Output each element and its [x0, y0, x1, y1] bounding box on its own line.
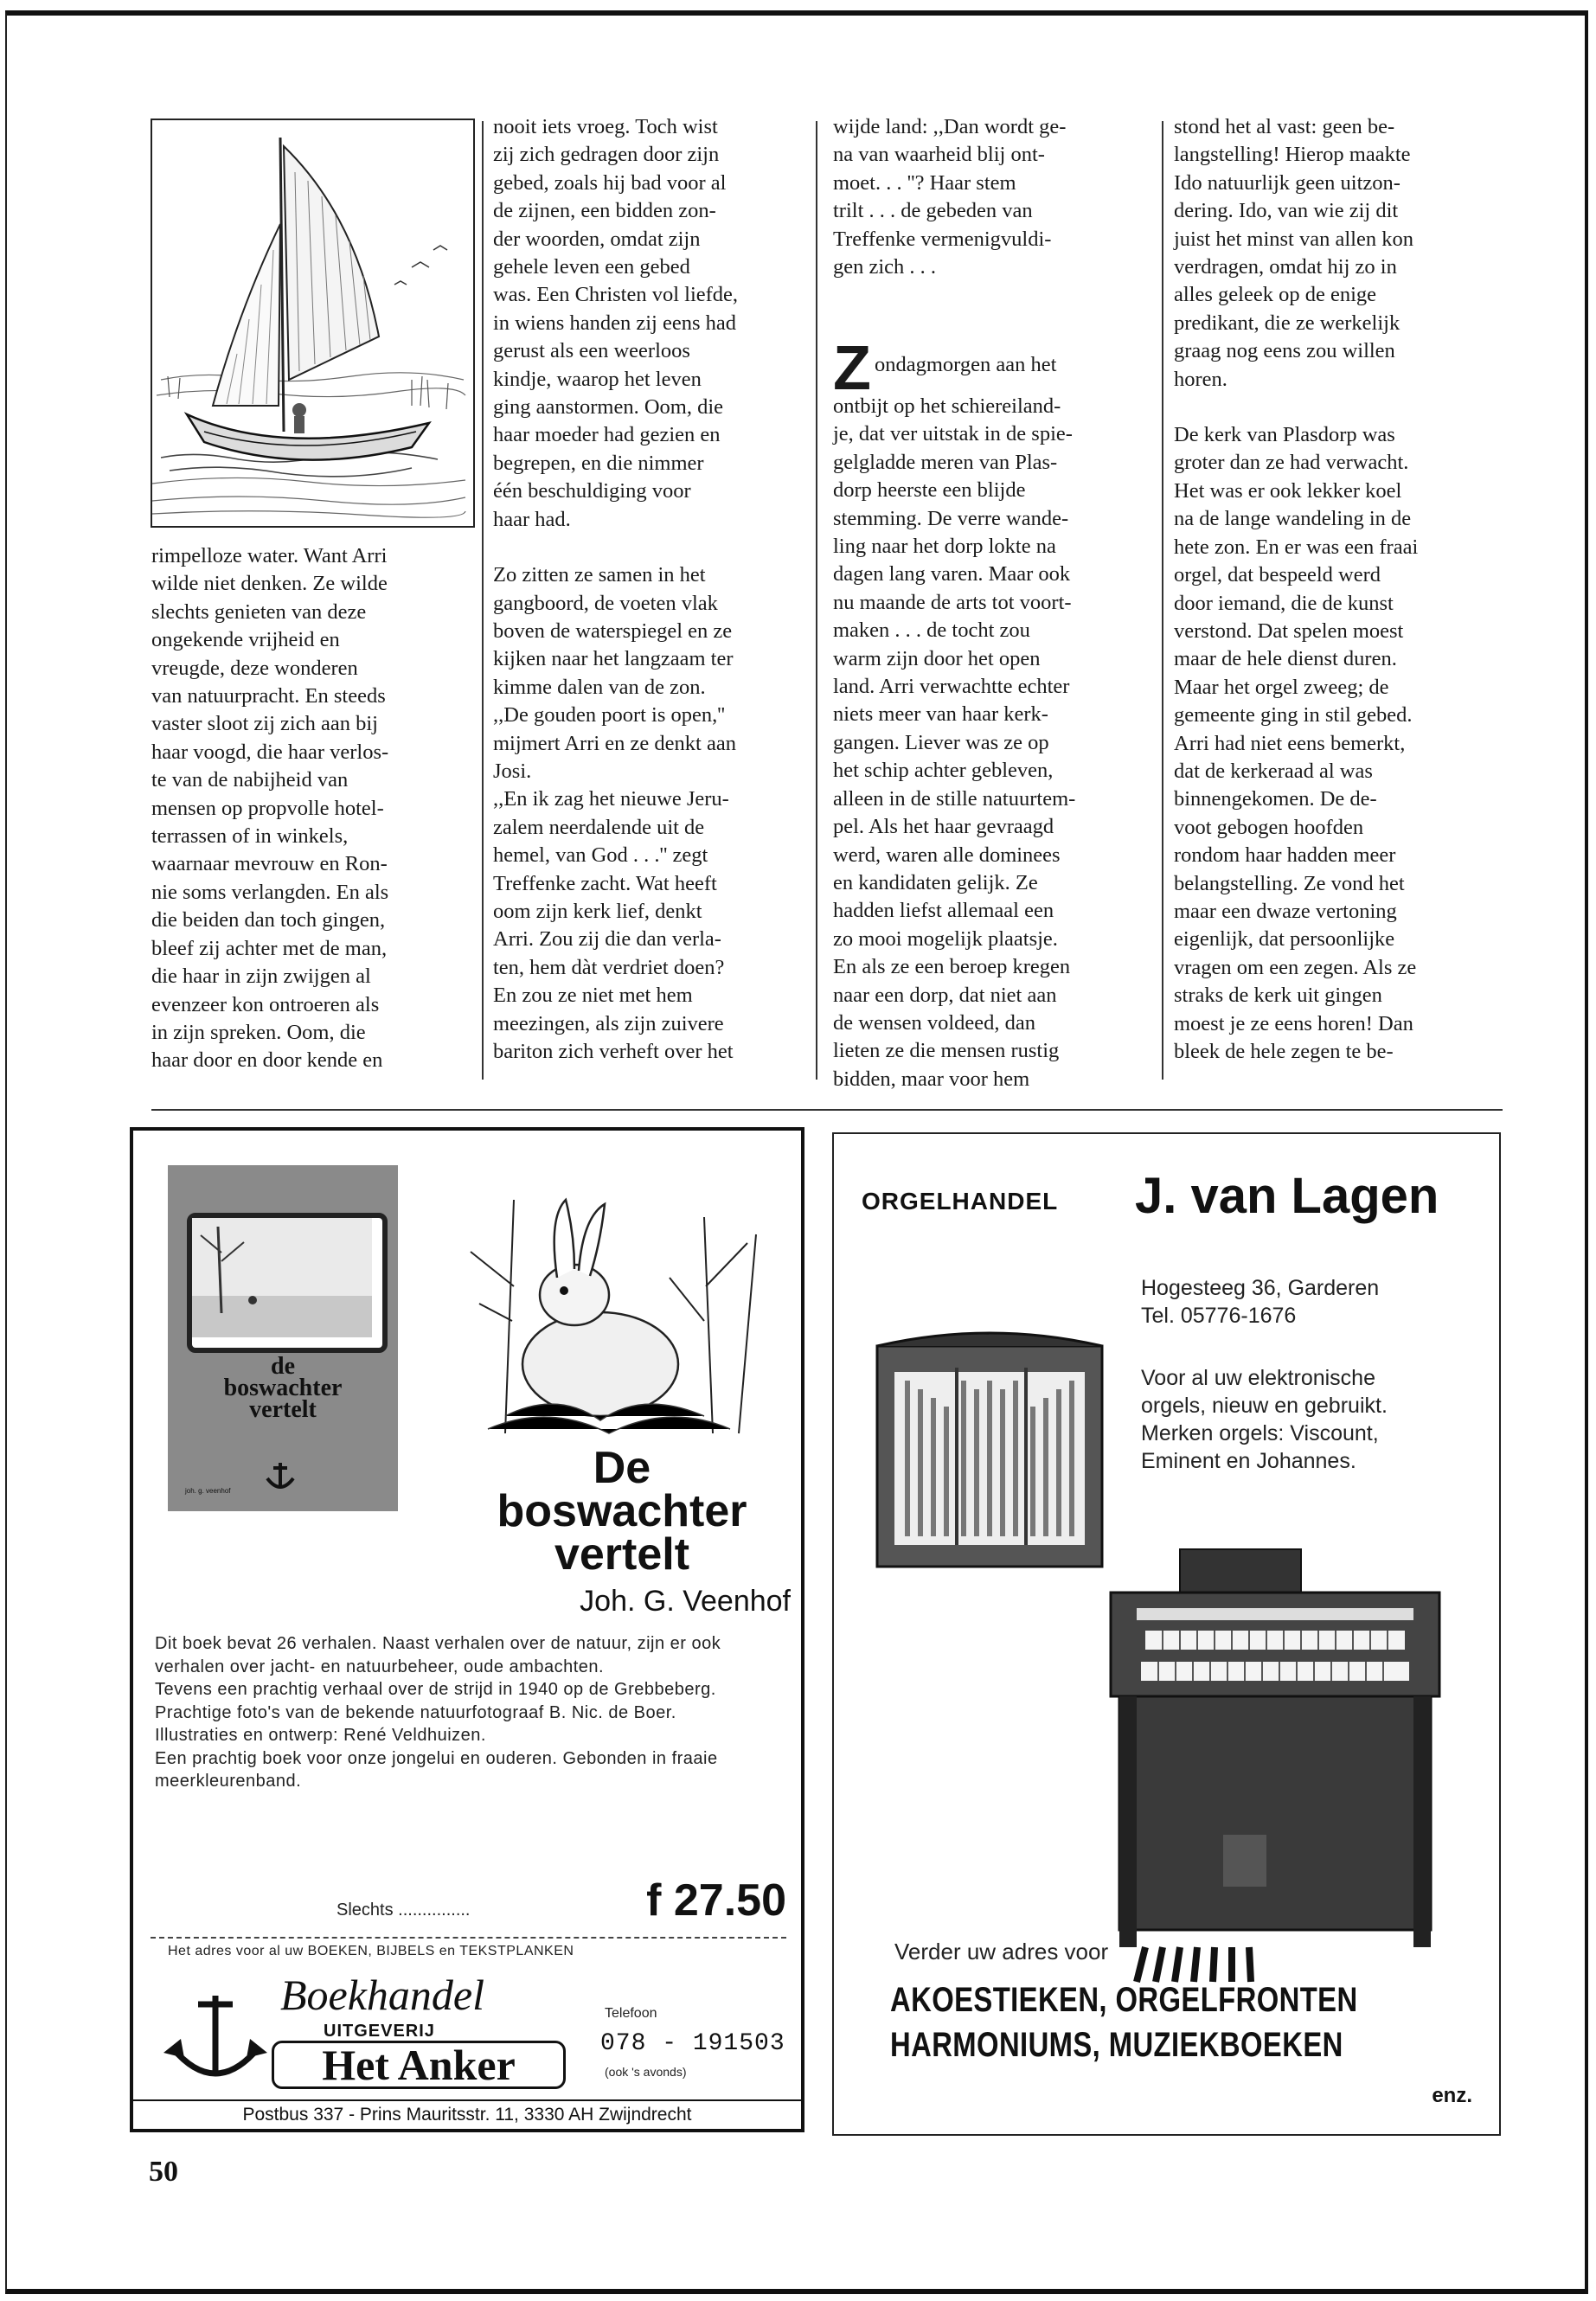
article-line: Treffenke zacht. Wat heeft	[493, 871, 717, 895]
publisher-label: UITGEVERIJ	[324, 2022, 435, 2041]
article-line: binnengekomen. De de-	[1174, 787, 1377, 811]
article-line: kindje, waarop het leven	[493, 367, 702, 391]
article-line: de wensen voldeed, dan	[833, 1010, 1036, 1035]
organ-headline	[890, 1977, 1358, 2067]
article-line: nooit iets vroeg. Toch wist	[493, 115, 718, 138]
article-column-4	[1174, 113, 1503, 1066]
article-line: juist het minst van allen kon	[1174, 227, 1413, 251]
article-line: Arri. Zou zij die dan verla-	[493, 927, 721, 952]
article-line: kijken naar het langzaam ter	[493, 647, 734, 671]
orgelhandel-label: ORGELHANDEL	[862, 1188, 1059, 1215]
organ-description	[1141, 1364, 1388, 1475]
article-line: je, dat ver uitstak in de spie-	[833, 422, 1073, 446]
article-line: slechts genieten van deze	[151, 599, 367, 624]
article-line	[1174, 394, 1503, 421]
article-line: horen.	[1174, 367, 1227, 391]
book-author: Joh. G. Veenhof	[580, 1585, 791, 1618]
article-line: werd, waren alle dominees	[833, 843, 1061, 867]
article-column-2	[493, 113, 813, 1066]
article-line: gehele leven een gebed	[493, 255, 690, 279]
cover-title-line-2: boswachter	[223, 1375, 343, 1401]
article-line: gerust als een weerloos	[493, 339, 690, 363]
article-line: na de lange wandeling in de	[1174, 507, 1412, 531]
cover-photo-frame	[187, 1213, 388, 1353]
drop-cap: Z	[833, 334, 871, 403]
article-line	[493, 534, 813, 561]
shop-script-name: Boekhandel	[280, 1971, 485, 2019]
article-line: boven de waterspiegel en ze	[493, 619, 733, 643]
article-line: alleen in de stille natuurtem-	[833, 786, 1076, 811]
article-line: het schip achter gebleven,	[833, 759, 1054, 783]
article-column-1	[151, 542, 471, 1075]
article-line: moet. . . ''? Haar stem	[833, 170, 1016, 195]
article-line: ongekende vrijheid en	[151, 628, 340, 652]
article-line: niets meer van haar kerk-	[833, 702, 1048, 727]
article-line: gelgladde meren van Plas-	[833, 450, 1058, 474]
phone-note: (ook 's avonds)	[605, 2065, 687, 2079]
article-line: verstond. Dat spelen moest	[1174, 619, 1404, 643]
article-line: bidden, maar voor hem	[833, 1067, 1030, 1091]
article-line: ling naar het dorp lokte na	[833, 535, 1056, 559]
article-line: gangen. Liever was ze op	[833, 730, 1049, 754]
more-label: Verder uw adres voor	[894, 1939, 1109, 1965]
article-line: vragen om een zegen. Als ze	[1174, 955, 1417, 979]
article-line: één beschuldiging voor	[493, 479, 691, 503]
cover-title	[168, 1353, 398, 1423]
article-line: trilt . . . de gebeden van	[833, 199, 1033, 223]
book-price-label: Slechts ...............	[337, 1900, 471, 1920]
article-line: maken . . . de tocht zou	[833, 619, 1030, 643]
phone-label: Telefoon	[605, 2006, 657, 2021]
article-line: orgel, dat bespeeld werd	[1174, 563, 1381, 587]
article-column-3b	[833, 334, 1157, 1093]
article-line: pel. Als het haar gevraagd	[833, 815, 1054, 839]
book-title-line-1: De	[593, 1443, 651, 1493]
page-number: 50	[149, 2156, 178, 2188]
article-line: Josi.	[493, 759, 532, 783]
article-line: haar door en door kende en	[151, 1048, 383, 1073]
organ-description-line: Voor al uw elektronische	[1141, 1366, 1375, 1390]
cover-title-line-1: de	[271, 1353, 295, 1380]
organ-description-line: Eminent en Johannes.	[1141, 1449, 1356, 1473]
anchor-logo-icon	[155, 1987, 276, 2091]
organ-address	[1141, 1274, 1379, 1330]
article-line: haar voogd, die haar verlos-	[151, 740, 389, 764]
article-line: warm zijn door het open	[833, 646, 1041, 670]
organ-headline-line-1: AKOESTIEKEN, ORGELFRONTEN	[890, 1981, 1358, 2019]
article-line: begrepen, en die nimmer	[493, 451, 704, 475]
article-line: langstelling! Hierop maakte	[1174, 143, 1411, 167]
article-line: naar een dorp, dat niet aan	[833, 983, 1057, 1007]
article-line: En zou ze niet met hem	[493, 984, 693, 1008]
article-line: stemming. De verre wande-	[833, 506, 1069, 530]
article-line: vaster sloot zij zich aan bij	[151, 712, 378, 736]
article-line: alles geleek op de enige	[1174, 283, 1377, 307]
column-rule-2	[816, 121, 817, 1080]
shop-name-box	[272, 2041, 566, 2089]
article-line: waarnaar mevrouw en Ron-	[151, 852, 388, 876]
article-line: moest je ze eens horen! Dan	[1174, 1011, 1413, 1035]
article-line: hadden liefst allemaal een	[833, 899, 1054, 923]
article-line: land. Arri verwachtte echter	[833, 675, 1070, 699]
article-line: gebed, zoals hij bad voor al	[493, 170, 727, 195]
article-line: gangboord, de voeten vlak	[493, 591, 718, 615]
article-line: wijde land: ,,Dan wordt ge-	[833, 115, 1067, 138]
book-title	[453, 1443, 791, 1580]
article-line: in zijn spreken. Oom, die	[151, 1020, 366, 1044]
article-line: dering. Ido, van wie zij dit	[1174, 199, 1399, 223]
article-line: bleef zij achter met de man,	[151, 936, 388, 960]
column-rule-1	[482, 121, 484, 1080]
article-line: zalem neerdalende uit de	[493, 815, 705, 839]
article-line: kimme dalen van de zon.	[493, 675, 706, 699]
article-line: door iemand, die de kunst	[1174, 591, 1394, 615]
cover-landscape-drawing	[192, 1218, 372, 1337]
article-line: voot gebogen hoofden	[1174, 815, 1364, 839]
article-column-3b-lines	[833, 393, 1157, 1093]
article-line: die haar in zijn zwijgen al	[151, 965, 371, 989]
article-line: dagen lang varen. Maar ook	[833, 562, 1071, 586]
article-line: was. Een Christen vol liefde,	[493, 283, 739, 307]
article-column-3a	[833, 113, 1153, 281]
organ-phone: Tel. 05776-1676	[1141, 1304, 1297, 1328]
anchor-icon	[259, 1459, 302, 1494]
article-line: maar de hele dienst duren.	[1174, 647, 1397, 671]
article-line: mensen op propvolle hotel-	[151, 796, 384, 820]
organ-address-line-1: Hogesteeg 36, Garderen	[1141, 1276, 1380, 1300]
article-line: gemeente ging in stil gebed.	[1174, 703, 1413, 727]
article-line: de zijnen, een bidden zon-	[493, 199, 716, 223]
shop-address: Postbus 337 - Prins Mauritsstr. 11, 3330 AH Zwijndrecht	[133, 2099, 801, 2129]
organ-etc: enz.	[1432, 2084, 1472, 2107]
book-advertisement	[130, 1127, 804, 2132]
article-line: Arri had niet eens bemerkt,	[1174, 731, 1406, 755]
cover-title-line-3: vertelt	[249, 1396, 317, 1423]
book-description: Dit boek bevat 26 verhalen. Naast verhalen over de natuur, zijn er ook verhalen over jacht- en natuurbeheer, oude ambachten. Tevens een prachtig verhaal over de strijd in 1940 op de Grebbeberg. Prachtige foto's van de bekende natuurfotograaf B. Nic. de Boer. Illustraties en ontwerp: René Veldhuizen. Een prachtig boek voor onze jongelui en ouderen. Gebonden in fraaie meerkleurenband.	[155, 1634, 721, 1791]
organ-advertisement	[832, 1132, 1501, 2136]
article-line: oom zijn kerk lief, denkt	[493, 899, 702, 923]
organ-description-line: orgels, nieuw en gebruikt.	[1141, 1394, 1388, 1418]
cover-author-small: joh. g. veenhof	[185, 1487, 231, 1495]
article-line: na van waarheid blij ont-	[833, 143, 1045, 167]
article-line: rimpelloze water. Want Arri	[151, 544, 388, 567]
article-line: meezingen, als zijn zuivere	[493, 1011, 724, 1035]
article-line: ,,De gouden poort is open,''	[493, 703, 726, 727]
article-line: maar een dwaze vertoning	[1174, 899, 1397, 923]
article-line: nie soms verlangden. En als	[151, 880, 389, 904]
electronic-organ-image	[1093, 1541, 1457, 1990]
article-line: mijmert Arri en ze denkt aan	[493, 731, 736, 755]
article-line: Het was er ook lekker koel	[1174, 478, 1402, 503]
article-line: lieten ze die mensen rustig	[833, 1039, 1060, 1063]
article-line: in wiens handen zij eens had	[493, 311, 736, 335]
drop-cap-continuation: ondagmorgen aan het	[874, 353, 1057, 376]
article-line: terrassen of in winkels,	[151, 824, 349, 849]
book-cover-image	[168, 1165, 398, 1511]
organ-front-image	[869, 1320, 1111, 1571]
article-line: verdragen, omdat hij zo in	[1174, 255, 1397, 279]
article-line: zij zich gedragen door zijn	[493, 143, 720, 167]
horizontal-rule	[151, 1109, 1503, 1111]
article-line: dat de kerkeraad al was	[1174, 759, 1373, 783]
article-line: straks de kerk uit gingen	[1174, 984, 1382, 1008]
sailboat-illustration	[151, 119, 475, 528]
article-line: evenzeer kon ontroeren als	[151, 992, 380, 1016]
article-line: En als ze een beroep kregen	[833, 955, 1071, 979]
article-line: haar moeder had gezien en	[493, 423, 721, 447]
article-line: wilde niet denken. Ze wilde	[151, 572, 388, 596]
article-line: ontbijt op het schiereiland-	[833, 394, 1061, 418]
organ-description-line: Merken orgels: Viscount,	[1141, 1421, 1379, 1445]
shop-tagline: Het adres voor al uw BOEKEN, BIJBELS en TEKSTPLANKEN	[168, 1944, 574, 1958]
article-line: Maar het orgel zweeg; de	[1174, 675, 1389, 699]
article-line: der woorden, omdat zijn	[493, 227, 701, 251]
article-line: stond het al vast: geen be-	[1174, 115, 1395, 138]
phone-number: 078 - 191503	[600, 2030, 785, 2057]
article-line: gen zich . . .	[833, 255, 937, 279]
article-line: De kerk van Plasdorp was	[1174, 423, 1395, 447]
article-line: ,,En ik zag het nieuwe Jeru-	[493, 787, 729, 811]
article-line: groter dan ze had verwacht.	[1174, 451, 1409, 475]
article-line: Ido natuurlijk geen uitzon-	[1174, 170, 1401, 195]
article-line: van natuurpracht. En steeds	[151, 684, 386, 708]
article-line: Treffenke vermenigvuldi-	[833, 227, 1052, 251]
article-line: belangstelling. Ze vond het	[1174, 871, 1405, 895]
shop-name: Het Anker	[322, 2041, 516, 2089]
article-line: ten, hem dàt verdriet doen?	[493, 955, 725, 979]
article-line: dorp heerste een blijde	[833, 478, 1026, 503]
article-line: bariton zich verheft over het	[493, 1040, 734, 1063]
book-title-line-2: boswachter	[497, 1486, 747, 1536]
article-line: ging aanstormen. Oom, die	[493, 395, 724, 420]
article-line: hemel, van God . . .'' zegt	[493, 843, 708, 868]
article-line: eigenlijk, dat persoonlijke	[1174, 927, 1395, 952]
column-rule-3	[1162, 121, 1163, 1080]
hare-illustration	[453, 1183, 773, 1442]
article-line: zo mooi mogelijk plaatsje.	[833, 926, 1058, 951]
article-line: nu maande de arts tot voort-	[833, 590, 1072, 614]
article-line: en kandidaten gelijk. Ze	[833, 870, 1038, 894]
book-price: f 27.50	[646, 1875, 786, 1926]
article-line: hete zon. En er was een fraai	[1174, 535, 1419, 559]
organ-shop-name: J. van Lagen	[1135, 1168, 1439, 1224]
article-line: die beiden dan toch gingen,	[151, 908, 386, 933]
article-line: vreugde, deze wonderen	[151, 656, 358, 680]
book-title-line-3: vertelt	[554, 1529, 690, 1580]
article-line: predikant, die ze werkelijk	[1174, 311, 1401, 335]
article-line: graag nog eens zou willen	[1174, 339, 1395, 363]
article-line: haar had.	[493, 507, 571, 531]
article-line: bleek de hele zegen te be-	[1174, 1040, 1394, 1063]
article-line: rondom haar hadden meer	[1174, 843, 1396, 868]
sailboat-drawing	[152, 120, 470, 522]
dashed-divider	[151, 1937, 786, 1939]
organ-headline-line-2: HARMONIUMS, MUZIEKBOEKEN	[890, 2026, 1343, 2064]
article-line: Zo zitten ze samen in het	[493, 563, 706, 587]
article-line: te van de nabijheid van	[151, 768, 349, 792]
